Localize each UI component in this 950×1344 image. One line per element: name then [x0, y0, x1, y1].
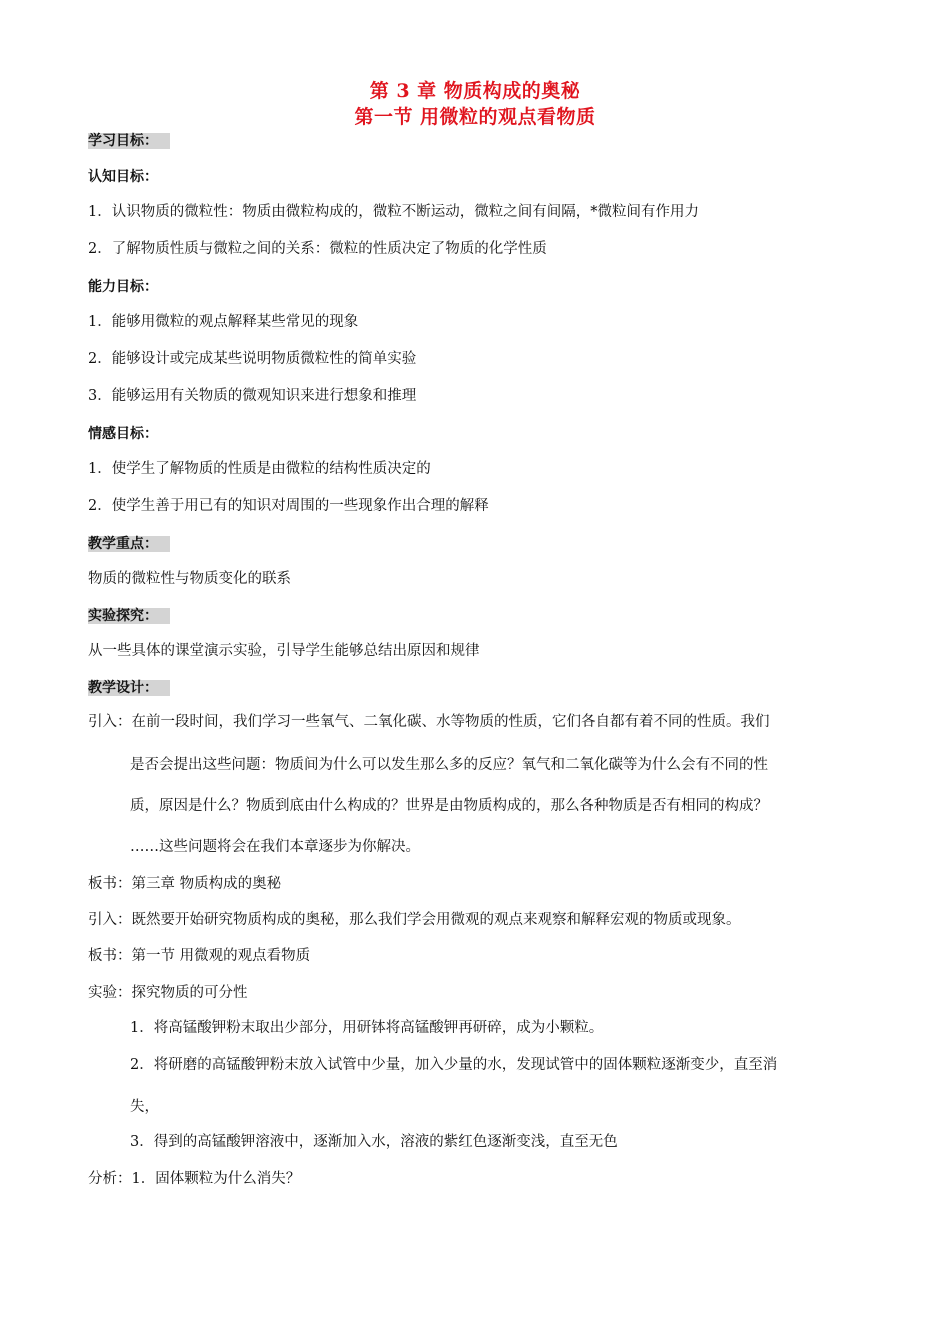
design-line: 3．得到的高锰酸钾溶液中，逐渐加入水，溶液的紫红色逐渐变浅，直至无色 — [130, 1134, 618, 1150]
design-heading: 教学设计： — [88, 678, 170, 698]
experiment-text: 从一些具体的课堂演示实验，引导学生能够总结出原因和规律 — [88, 643, 480, 659]
cognitive-goals-heading: 认知目标： — [88, 169, 158, 185]
design-line: 引入：在前一段时间，我们学习一些氧气、二氧化碳、水等物质的性质，它们各自都有着不同的性质。我们 — [88, 714, 770, 730]
ability-item: 3．能够运用有关物质的微观知识来进行想象和推理 — [88, 388, 417, 404]
design-line: 引入：既然要开始研究物质构成的奥秘，那么我们学会用微观的观点来观察和解释宏观的物质或现象。 — [88, 912, 741, 928]
design-line: ……这些问题将会在我们本章逐步为你解决。 — [130, 839, 420, 855]
design-line: 实验：探究物质的可分性 — [88, 985, 248, 1001]
ability-item: 1．能够用微粒的观点解释某些常见的现象 — [88, 314, 359, 330]
key-point-heading: 教学重点： — [88, 534, 170, 554]
design-line: 质，原因是什么？物质到底由什么构成的？世界是由物质构成的，那么各种物质是否有相同的构成？ — [130, 798, 768, 814]
emotion-goals-heading: 情感目标： — [88, 426, 158, 442]
section-title: 第一节 用微粒的观点看物质 — [354, 106, 596, 128]
design-line: 失， — [130, 1099, 159, 1115]
design-line: 分析：1．固体颗粒为什么消失？ — [88, 1171, 301, 1187]
cognitive-item: 1．认识物质的微粒性：物质由微粒构成的，微粒不断运动，微粒之间有间隔，*微粒间有作用力 — [88, 204, 699, 220]
chapter-title: 第 3 章 物质构成的奥秘 — [369, 80, 581, 102]
design-line: 1．将高锰酸钾粉末取出少部分，用研钵将高锰酸钾再研碎，成为小颗粒。 — [130, 1020, 604, 1036]
emotion-item: 1．使学生了解物质的性质是由微粒的结构性质决定的 — [88, 461, 431, 477]
key-point-text: 物质的微粒性与物质变化的联系 — [88, 571, 291, 587]
design-line: 是否会提出这些问题：物质间为什么可以发生那么多的反应？氧气和二氧化碳等为什么会有不同的性 — [130, 757, 768, 773]
emotion-item: 2．使学生善于用已有的知识对周围的一些现象作出合理的解释 — [88, 498, 489, 514]
cognitive-item: 2．了解物质性质与微粒之间的关系：微粒的性质决定了物质的化学性质 — [88, 241, 547, 257]
ability-goals-heading: 能力目标： — [88, 279, 158, 295]
design-line: 2．将研磨的高锰酸钾粉末放入试管中少量，加入少量的水，发现试管中的固体颗粒逐渐变少，直至消 — [130, 1057, 778, 1073]
ability-item: 2．能够设计或完成某些说明物质微粒性的简单实验 — [88, 351, 417, 367]
design-line: 板书：第三章 物质构成的奥秘 — [88, 876, 282, 892]
experiment-heading: 实验探究： — [88, 606, 170, 626]
learning-goals-heading: 学习目标： — [88, 131, 170, 151]
design-line: 板书：第一节 用微观的观点看物质 — [88, 948, 311, 964]
